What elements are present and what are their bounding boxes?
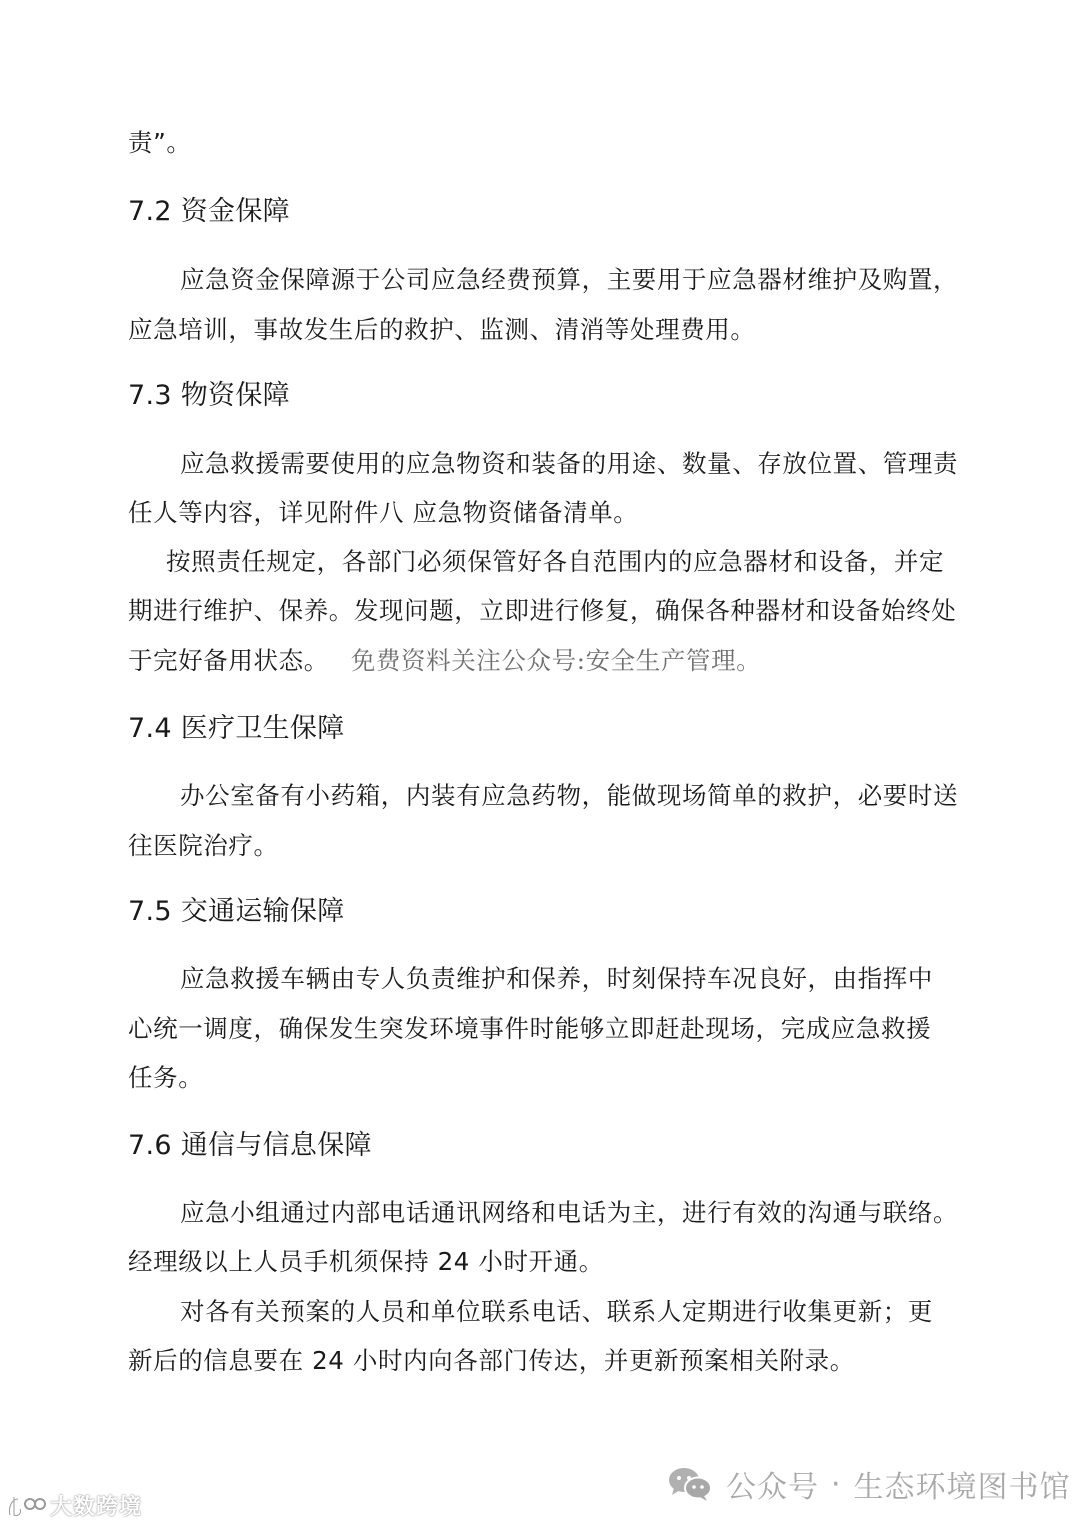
promo-watermark-text: 免费资料关注公众号:安全生产管理。 [350,646,762,675]
continuation-text: 责”。 [128,128,192,157]
cross-border-logo-icon [6,1493,46,1519]
paragraph-line: 新后的信息要在 24 小时内向各部门传达，并更新预案相关附录。 [128,1346,855,1375]
paragraph-line: 对各有关预案的人员和单位联系电话、联系人定期进行收集更新；更 [180,1297,933,1326]
paragraph-line: 心统一调度，确保发生突发环境事件时能够立即赶赴现场，完成应急救援 [128,1014,932,1043]
paragraph-line: 任人等内容，详见附件八 应急物资储备清单。 [128,498,639,527]
section-heading-7-6: 7.6 通信与信息保障 [128,1130,372,1161]
section-heading-7-4: 7.4 医疗卫生保障 [128,713,345,744]
footer-account-name: 生态环境图书馆 [853,1470,1071,1505]
corner-watermark [6,1490,142,1521]
section-heading-7-2: 7.2 资金保障 [128,196,290,227]
paragraph-text: 于完好备用状态。 [128,646,329,675]
footer-account-brand [668,1462,1071,1506]
paragraph-line: 往医院治疗。 [128,831,279,860]
paragraph-line: 期进行维护、保养。发现问题，立即进行修复，确保各种器材和设备始终处 [128,596,957,625]
footer-label: 公众号 [726,1470,819,1505]
paragraph-line: 应急小组通过内部电话通讯网络和电话为主，进行有效的沟通与联络。 [180,1198,959,1227]
paragraph-line: 应急培训，事故发生后的救护、监测、清消等处理费用。 [128,315,756,344]
paragraph-line: 应急资金保障源于公司应急经费预算，主要用于应急器材维护及购置， [180,265,959,294]
paragraph-line: 办公室备有小药箱，内装有应急药物，能做现场简单的救护，必要时送 [180,781,959,810]
footer-separator: · [831,1466,842,1502]
section-heading-7-3: 7.3 物资保障 [128,380,290,411]
paragraph-line: 经理级以上人员手机须保持 24 小时开通。 [128,1247,604,1276]
section-heading-7-5: 7.5 交通运输保障 [128,896,345,927]
paragraph-line: 应急救援车辆由专人负责维护和保养，时刻保持车况良好，由指挥中 [180,964,933,993]
wechat-icon [668,1467,712,1501]
paragraph-line-with-promo [128,646,762,675]
corner-watermark-text: 大数跨境 [50,1495,143,1520]
paragraph-line: 应急救援需要使用的应急物资和装备的用途、数量、存放位置、管理责 [180,449,959,478]
paragraph-line: 按照责任规定，各部门必须保管好各自范围内的应急器材和设备，并定 [166,547,945,576]
paragraph-line: 任务。 [128,1063,204,1092]
